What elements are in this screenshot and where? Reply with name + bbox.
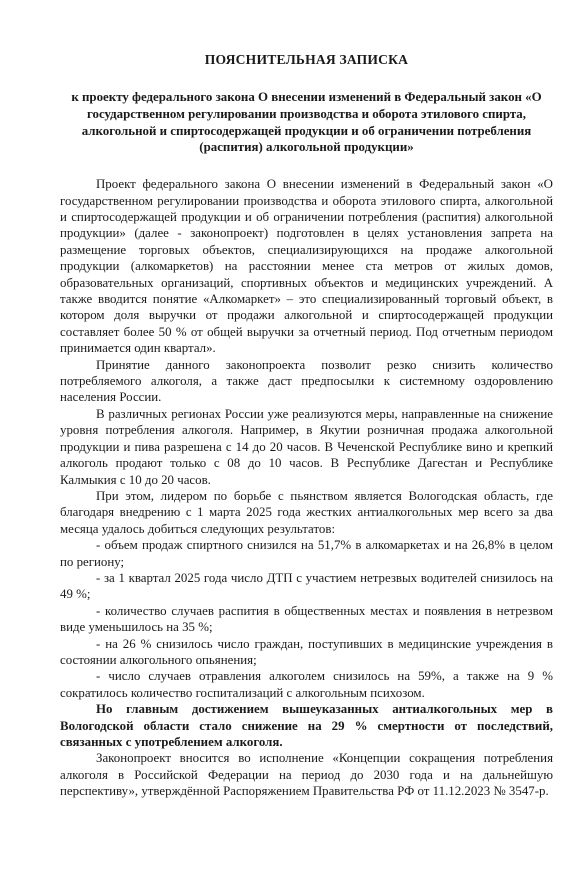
document-title: ПОЯСНИТЕЛЬНАЯ ЗАПИСКА	[204, 52, 409, 67]
paragraph-effect: Принятие данного законопроекта позволит резко снизить количество потребляемого алкоголя, а также даст предпосылки к системному оздоровлению населения России.	[60, 357, 553, 405]
paragraph-regions: В различных регионах России уже реализуются меры, направленные на снижение уровня потребления алкоголя. Например, в Якутии розничная продажа алкогольной продукции и пива разрешена с 14 до 20 часов. В Чеченской Республике вино и крепкий алкоголь продают только с 08 до 10 часов. В Республике Дагестан и Республике Калмыкия с 10 до 20 часов.	[60, 406, 553, 487]
paragraph-vologda: При этом, лидером по борьбе с пьянством является Вологодская область, где благодаря внедрению с 1 марта 2025 года жестких антиалкогольных мер всего за два месяца удалось добиться следующих результатов:	[60, 488, 553, 536]
list-item: - число случаев отравления алкоголем снизилось на 59%, а также на 9 % сократилось количество госпитализаций с алкогольным психозом.	[60, 669, 553, 700]
paragraph-closing: Законопроект вносится во исполнение «Концепции сокращения потребления алкоголя в Российской Федерации на период до 2030 года и на дальнейшую перспективу», утверждённой Распоряжением Правительства РФ от 11.12.2023 № 3547-р.	[60, 751, 553, 799]
list-item: - за 1 квартал 2025 года число ДТП с участием нетрезвых водителей снизилось на 49 %;	[60, 570, 553, 602]
document-body	[60, 176, 553, 799]
paragraph-highlight: Но главным достижением вышеуказанных антиалкогольных мер в Вологодской области стало снижение на 29 % смертности от последствий, связанных с употреблением алкоголя.	[60, 702, 553, 749]
document-page	[60, 52, 553, 800]
list-item: - на 26 % снизилось число граждан, поступивших в медицинские учреждения в состоянии алкогольного опьянения;	[60, 636, 553, 667]
paragraph-purpose: Проект федерального закона О внесении изменений в Федеральный закон «О государственном регулировании производства и оборота этилового спирта, алкогольной и спиртосодержащей продукции и об ограничении потребления (распития) алкогольной продукции» (далее - законопроект) подготовлен в целях установления запрета на размещение торговых объектов, специализирующихся на продаже алкогольной продукции (алкомаркетов) на расстоянии менее ста метров от жилых домов, образовательных организаций, спортивных объектов и медицинских учреждений. А также вводится понятие «Алкомаркет» – это специализированный торговый объект, в котором доля выручки от продажи алкогольной и спиртосодержащей продукции составляет более 50 % от общей выручки за отчетный период. Под отчетным периодом принимается один квартал».	[60, 177, 553, 356]
list-item: - количество случаев распития в общественных местах и появления в нетрезвом виде уменьшилось на 35 %;	[60, 603, 553, 635]
document-subtitle: к проекту федерального закона О внесении изменений в Федеральный закон «О государственном регулировании производства и оборота этилового спирта, алкогольной и спиртосодержащей продукции и об ограничении потребления (распития) алкогольной продукции»	[71, 90, 542, 155]
list-item: - объем продаж спиртного снизился на 51,7% в алкомаркетах и на 26,8% в целом по региону;	[60, 538, 553, 569]
